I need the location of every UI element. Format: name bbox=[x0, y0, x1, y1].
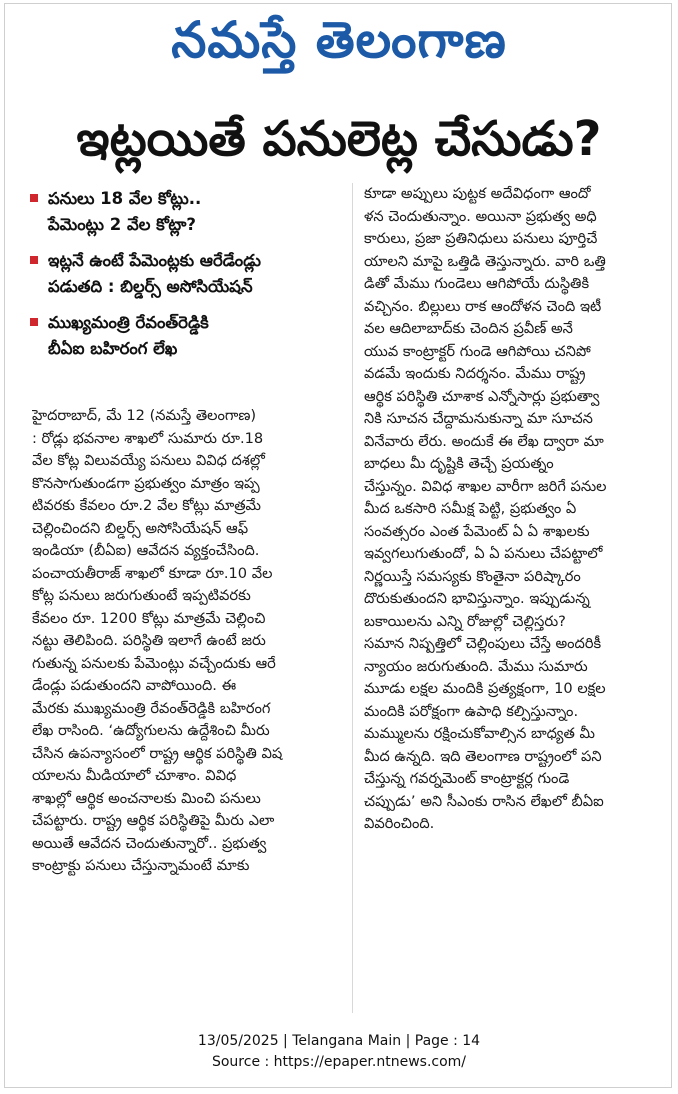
highlight-item bbox=[28, 248, 346, 300]
highlight-item bbox=[28, 310, 346, 362]
article-text-line: చేపట్టారు. రాష్ట్ర ఆర్థిక పరిస్థితిపై మీరు ఎలా bbox=[32, 812, 275, 829]
article-text-line: ఆర్థిక పరిస్థితి చూశాక ఎన్నోసార్లు ప్రభుత్వా bbox=[364, 387, 600, 405]
article-text-line: డితో మేము గుండెలు ఆగిపోయే దుస్థితికి bbox=[364, 275, 590, 292]
headline: ఇట్లయితే పనులెట్ల చేసుడు? bbox=[76, 111, 602, 167]
page-footer bbox=[0, 1031, 678, 1073]
article-text-line: యాలని మాపై ఒత్తిడి తెస్తున్నారు. వారి ఒత్తి bbox=[364, 252, 606, 270]
article-text-line: నికి సూచన చేద్దామనుకున్నా మా సూచన bbox=[364, 410, 593, 427]
article-text-line: శాఖల్లో ఆర్థిక అంచనాలకు మించి పనులు bbox=[32, 789, 261, 807]
article-text-line: వచ్చినం. బిల్లులు రాక ఆందోళన చెంది ఇటీ bbox=[364, 297, 602, 315]
highlight-line: బీఏఐ బహిరంగ లేఖ bbox=[48, 339, 178, 358]
article-text-line: వేల కోట్ల విలువయ్యే పనులు వివిధ దశల్లో bbox=[32, 452, 265, 469]
article-text-line: చెల్లించిందని బిల్డర్స్ అసోసియేషన్ ఆఫ్ bbox=[32, 519, 249, 537]
article-left-column bbox=[32, 405, 342, 878]
article-text-line: లేఖ రాసింది. ‘ఉద్యోగులను ఉద్దేశించి మీరు bbox=[32, 722, 270, 739]
article-text-line: డేండ్లు పడుతుందని వాపోయింది. ఈ bbox=[32, 677, 237, 694]
highlight-item bbox=[28, 186, 346, 238]
highlights-list bbox=[28, 186, 346, 372]
footer-source-link[interactable]: Source : https://epaper.ntnews.com/ bbox=[211, 1054, 467, 1070]
article-text-line: కాంట్రాక్టు పనులు చేస్తున్నామంటే మాకు bbox=[32, 857, 250, 874]
article-text-line: మేరకు ముఖ్యమంత్రి రేవంత్‌రెడ్డికి బహిరంగ bbox=[32, 699, 271, 717]
article-text-line: కొనసాగుతుండగా ప్రభుత్వం మాత్రం ఇప్ప bbox=[32, 474, 260, 492]
article-text-line: యాలను మీడియాలో చూశాం. వివిధ bbox=[32, 767, 237, 784]
article-right-column bbox=[364, 183, 664, 836]
article-text-line: ళన చెందుతున్నాం. అయినా ప్రభుత్వ అధి bbox=[364, 207, 597, 225]
article-text-line: కారులు, ప్రజా ప్రతినిధులు పనులు పూర్తిచే bbox=[364, 230, 598, 247]
article-text-line: మీద ఒకసారి సమీక్ష పెట్టి, ప్రభుత్వం ఏ bbox=[364, 500, 577, 517]
article-text-line: చేసిన ఉపన్యాసంలో రాష్ట్ర ఆర్థిక పరిస్థితి విష bbox=[32, 744, 283, 762]
article-text-line: గుతున్న పనులకు పేమెంట్లు వచ్చేందుకు ఆరే bbox=[32, 654, 276, 672]
article-text-line: మమ్ములను రక్షించుకోవాల్సిన బాధ్యత మీ bbox=[364, 725, 595, 742]
red-square-bullet-icon bbox=[30, 194, 38, 202]
article-text-line: మందికి పరోక్షంగా ఉపాధి కల్పిస్తున్నాం. bbox=[364, 702, 579, 720]
article-text-line: దొరుకుతుందని భావిస్తున్నాం. ఇప్పుడున్న bbox=[364, 590, 590, 607]
article-text-line: చేస్తున్న గవర్నమెంట్ కాంట్రాక్టర్ల గుండె bbox=[364, 770, 570, 787]
article-text-line: ఇండియా (బీఏఐ) ఆవేదన వ్యక్తంచేసింది. bbox=[32, 542, 260, 559]
highlight-line: ముఖ్యమంత్రి రేవంత్‌రెడ్డికి bbox=[48, 313, 209, 332]
article-text-line: వినేవారు లేరు. అందుకే ఈ లేఖ ద్వారా మా bbox=[364, 432, 604, 450]
article-text-line: సమాన నిష్పత్తిలో చెల్లింపులు చేస్తే అందరికీ bbox=[364, 635, 602, 652]
article-text-line: నట్టు తెలిపింది. పరిస్థితి ఇలాగే ఉంటే జరు bbox=[32, 632, 266, 649]
article-text-line: కేవలం రూ. 1200 కోట్లు మాత్రమే చెల్లించి bbox=[32, 609, 266, 627]
masthead-logo: నమస్తే తెలంగాణ bbox=[171, 11, 507, 69]
article-text-line: వల ఆదిలాబాద్‌కు చెందిన ప్రవీణ్ అనే bbox=[364, 320, 573, 337]
article-text-line: ఇవ్వగలుగుతుందో, ఏ ఏ పనులు చేపట్టాలో bbox=[364, 545, 603, 562]
article-text-line: వడమే ఇందుకు నిదర్శనం. మేము రాష్ట్ర bbox=[364, 365, 586, 382]
article-text-line: కూడా అప్పులు పుట్టక అదేవిధంగా ఆందో bbox=[364, 185, 591, 202]
column-divider bbox=[352, 183, 353, 1013]
footer-date-page: 13/05/2025 | Telangana Main | Page : 14 bbox=[197, 1033, 481, 1049]
article-text-line: సంవత్సరం ఎంత పేమెంట్ ఏ ఏ శాఖలకు bbox=[364, 522, 590, 540]
article-text-line: టివరకు కేవలం రూ.2 వేల కోట్లు మాత్రమే bbox=[32, 497, 261, 514]
highlight-line: పడుతది : బిల్డర్స్ అసోసియేషన్ bbox=[48, 277, 253, 296]
article-text-line: బాధలు మీ దృష్టికి తెచ్చే ప్రయత్నం bbox=[364, 455, 554, 472]
highlight-line: పేమెంట్లు 2 వేల కోట్లా? bbox=[48, 215, 196, 234]
article-text-line: న్యాయం జరుగుతుంది. మేము సుమారు bbox=[364, 657, 588, 675]
highlight-line: ఇట్లనే ఉంటే పేమెంట్లకు ఆరేడేండ్లు bbox=[48, 251, 262, 270]
article-text-line: వివరించింది. bbox=[364, 815, 435, 832]
red-square-bullet-icon bbox=[30, 318, 38, 326]
article-text-line: యువ కాంట్రాక్టర్ గుండె ఆగిపోయి చనిపో bbox=[364, 342, 591, 360]
article-text-line: కోట్ల పనులు జరుగుతుంటే ఇప్పటివరకు bbox=[32, 587, 251, 604]
article-text-line: పంచాయతీరాజ్ శాఖలో కూడా రూ.10 వేల bbox=[32, 564, 273, 582]
article-text-line: హైదరాబాద్, మే 12 (నమస్తే తెలంగాణ) bbox=[32, 407, 257, 424]
article-text-line: : రోడ్లు భవనాల శాఖలో సుమారు రూ.18 bbox=[32, 429, 264, 447]
article-text-line: మూడు లక్షల మందికి ప్రత్యక్షంగా, 10 లక్షల bbox=[364, 680, 606, 697]
article-text-line: చప్పుడు’ అని సీఎంకు రాసిన లేఖలో బీఏఐ bbox=[364, 792, 604, 810]
article-text-line: బకాయిలను ఎన్ని రోజుల్లో చెల్లిస్తరు? bbox=[364, 612, 566, 630]
article-text-line: అయితే ఆవేదన చెందుతున్నారో.. ప్రభుత్వ bbox=[32, 834, 267, 852]
article-text-line: మీద ఉన్నది. ఇది తెలంగాణ రాష్ట్రంలో పని bbox=[364, 747, 602, 765]
article-text-line: నిర్ణయిస్తే సమస్యకు కొంతైనా పరిష్కారం bbox=[364, 567, 581, 585]
red-square-bullet-icon bbox=[30, 256, 38, 264]
highlight-line: పనులు 18 వేల కోట్లు.. bbox=[48, 189, 202, 208]
article-text-line: చేస్తున్నం. వివిధ శాఖల వారీగా జరిగే పనుల bbox=[364, 477, 607, 495]
